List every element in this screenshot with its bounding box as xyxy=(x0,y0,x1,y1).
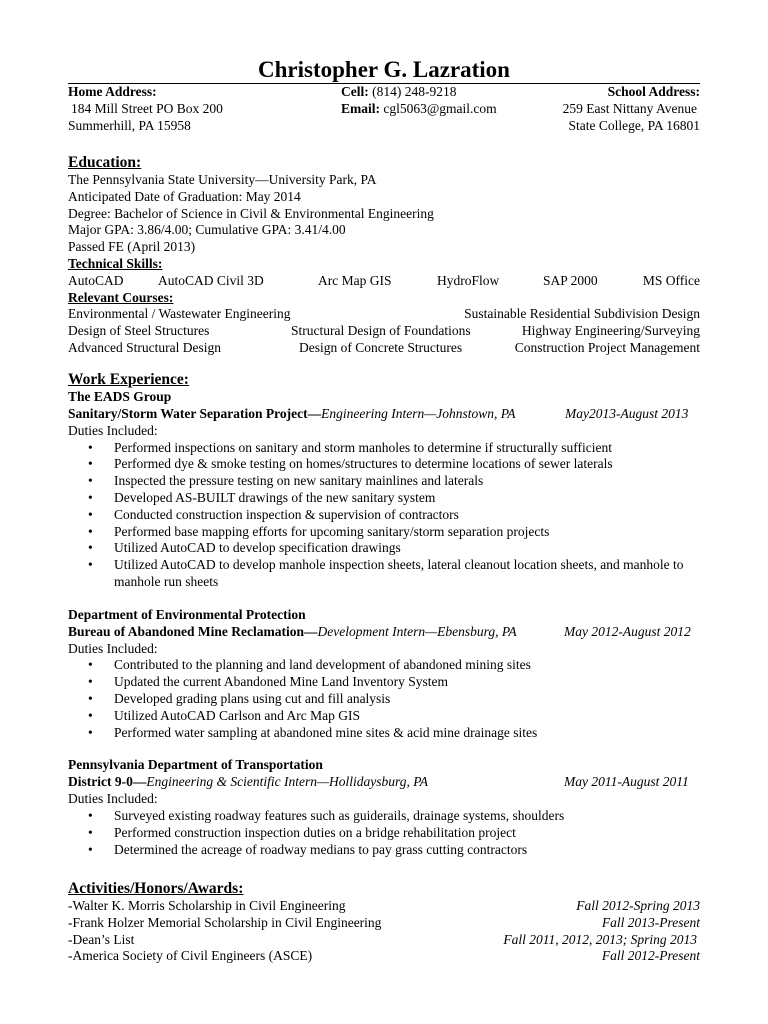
bullet-icon: • xyxy=(88,557,93,573)
education-section xyxy=(68,153,700,357)
work-section xyxy=(68,370,700,858)
duties-label: Duties Included: xyxy=(68,422,158,438)
bullet-icon: • xyxy=(88,707,93,723)
activity-name: -America Society of Civil Engineers (ASCE) xyxy=(68,948,313,964)
bullet-icon: • xyxy=(88,439,93,455)
duty-item: • Determined the acreage of roadway medians to pay grass cutting contractors xyxy=(88,841,528,857)
activity-dates: Fall 2012-Spring 2013 xyxy=(576,898,700,913)
education-line: Anticipated Date of Graduation: May 2014 xyxy=(68,188,301,204)
duty-item: • Conducted construction inspection & supervision of contractors xyxy=(88,506,459,522)
activity-name: -Dean’s List xyxy=(68,931,135,947)
job-entry xyxy=(68,389,700,591)
job-org: Department of Environmental Protection xyxy=(68,606,306,622)
duty-item: • Performed water sampling at abandoned mine sites & acid mine drainage sites xyxy=(88,724,538,740)
bullet-icon: • xyxy=(88,523,93,539)
duties-label: Duties Included: xyxy=(68,640,158,656)
courses-row xyxy=(68,340,700,357)
home-address xyxy=(68,84,223,134)
bullet-icon: • xyxy=(88,690,93,706)
skills-heading: Technical Skills: xyxy=(68,255,163,271)
skill-item: HydroFlow xyxy=(437,272,500,288)
education-line: Passed FE (April 2013) xyxy=(68,239,196,255)
course-item: Highway Engineering/Surveying xyxy=(521,323,700,339)
duty-item: • Performed dye & smoke testing on homes/structures to determine locations of sewer laterals xyxy=(88,456,613,472)
cell-label: Cell: xyxy=(341,84,369,99)
email-value: cgl5063@gmail.com xyxy=(383,100,497,116)
school-address-line1: 259 East Nittany Avenue xyxy=(562,100,697,116)
duty-item: • Utilized AutoCAD to develop manhole inspection sheets, lateral cleanout location sheets, and manhole to manhole run sheets xyxy=(88,557,684,589)
work-heading: Work Experience: xyxy=(68,371,189,388)
job-org: Pennsylvania Department of Transportation xyxy=(68,757,323,773)
course-item: Environmental / Wastewater Engineering xyxy=(68,306,291,322)
skill-item: SAP 2000 xyxy=(543,272,598,288)
activities-heading: Activities/Honors/Awards: xyxy=(68,880,244,897)
education-line: Major GPA: 3.86/4.00; Cumulative GPA: 3.41/4.00 xyxy=(68,222,346,238)
skills-row xyxy=(68,273,700,290)
activity-dates: Fall 2012-Present xyxy=(601,948,700,964)
activities-section xyxy=(68,879,700,965)
duties-label: Duties Included: xyxy=(68,791,158,807)
bullet-icon: • xyxy=(88,824,93,840)
job-role: Engineering & Scientific Intern—Hollidaysburg, PA xyxy=(146,774,428,790)
job-title-line xyxy=(68,624,700,641)
job-project: Sanitary/Storm Water Separation Project— xyxy=(68,405,322,421)
duty-item: • Updated the current Abandoned Mine Land Inventory System xyxy=(88,674,449,690)
duty-item: • Utilized AutoCAD Carlson and Arc Map GIS xyxy=(88,707,360,723)
bullet-icon: • xyxy=(88,489,93,505)
duties-list xyxy=(68,440,700,591)
job-title-line xyxy=(68,774,700,791)
bullet-icon: • xyxy=(88,473,93,489)
duty-item: • Utilized AutoCAD to develop specification drawings xyxy=(88,540,401,556)
job-role: Development Intern—Ebensburg, PA xyxy=(317,623,517,639)
cell-value: (814) 248-9218 xyxy=(372,84,457,99)
home-address-line2: Summerhill, PA 15958 xyxy=(68,117,191,133)
course-item: Sustainable Residential Subdivision Design xyxy=(464,306,700,322)
job-role: Engineering Intern—Johnstown, PA xyxy=(321,405,516,421)
activity-item xyxy=(68,915,700,932)
home-address-line1: 184 Mill Street PO Box 200 xyxy=(71,100,223,116)
bullet-icon: • xyxy=(88,807,93,823)
duty-item: • Developed AS-BUILT drawings of the new sanitary system xyxy=(88,489,436,505)
duty-item: • Contributed to the planning and land development of abandoned mining sites xyxy=(88,657,531,673)
email-label: Email: xyxy=(341,100,380,116)
duty-item: • Inspected the pressure testing on new sanitary mainlines and laterals xyxy=(88,473,484,489)
job-dates: May 2011-August 2011 xyxy=(564,774,689,790)
education-line: Degree: Bachelor of Science in Civil & Environmental Engineering xyxy=(68,205,434,221)
job-project: Bureau of Abandoned Mine Reclamation— xyxy=(68,623,318,639)
phone-email xyxy=(341,84,497,118)
duty-item: • Surveyed existing roadway features such as guiderails, drainage systems, shoulders xyxy=(88,807,565,823)
course-item: Design of Steel Structures xyxy=(68,323,210,339)
activity-name: -Walter K. Morris Scholarship in Civil Engineering xyxy=(68,898,346,913)
bullet-icon: • xyxy=(88,674,93,690)
activity-item xyxy=(68,948,700,965)
candidate-name: Christopher G. Lazration xyxy=(258,57,510,82)
job-dates: May2013-August 2013 xyxy=(565,405,689,421)
skill-item: AutoCAD xyxy=(68,272,124,288)
job-project: District 9-0— xyxy=(68,774,147,790)
activity-dates: Fall 2011, 2012, 2013; Spring 2013 xyxy=(503,931,697,947)
bullet-icon: • xyxy=(88,540,93,556)
education-heading: Education: xyxy=(68,154,142,171)
duty-item: • Performed base mapping efforts for upcoming sanitary/storm separation projects xyxy=(88,523,550,539)
home-address-label: Home Address: xyxy=(68,84,157,99)
activity-item xyxy=(68,932,700,949)
bullet-icon: • xyxy=(88,506,93,522)
course-item: Advanced Structural Design xyxy=(68,339,221,355)
bullet-icon: • xyxy=(88,724,93,740)
bullet-icon: • xyxy=(88,456,93,472)
courses-row xyxy=(68,323,700,340)
education-line: The Pennsylvania State University—University Park, PA xyxy=(68,172,377,187)
courses-heading: Relevant Courses: xyxy=(68,289,174,305)
duties-list xyxy=(68,808,700,858)
activity-dates: Fall 2013-Present xyxy=(601,914,700,930)
skill-item: AutoCAD Civil 3D xyxy=(158,272,264,288)
job-entry xyxy=(68,757,700,858)
course-item: Construction Project Management xyxy=(514,339,700,355)
job-dates: May 2012-August 2012 xyxy=(564,623,691,639)
job-entry xyxy=(68,607,700,742)
school-address xyxy=(563,84,700,134)
skill-item: Arc Map GIS xyxy=(318,272,392,288)
job-title-line xyxy=(68,406,700,423)
courses-row xyxy=(68,306,700,323)
duty-item: • Performed construction inspection duties on a bridge rehabilitation project xyxy=(88,824,516,840)
activity-item xyxy=(68,898,700,915)
duty-item: • Developed grading plans using cut and fill analysis xyxy=(88,690,391,706)
duty-item: • Performed inspections on sanitary and storm manholes to determine if structurally sufficient xyxy=(88,439,613,455)
bullet-icon: • xyxy=(88,657,93,673)
school-address-line2: State College, PA 16801 xyxy=(568,117,700,133)
course-item: Design of Concrete Structures xyxy=(299,339,463,355)
duties-list xyxy=(68,657,700,741)
job-org: The EADS Group xyxy=(68,389,172,404)
school-address-label: School Address: xyxy=(607,84,700,99)
course-item: Structural Design of Foundations xyxy=(291,323,471,339)
bullet-icon: • xyxy=(88,841,93,857)
skill-item: MS Office xyxy=(642,272,700,288)
activity-name: -Frank Holzer Memorial Scholarship in Civil Engineering xyxy=(68,914,382,930)
